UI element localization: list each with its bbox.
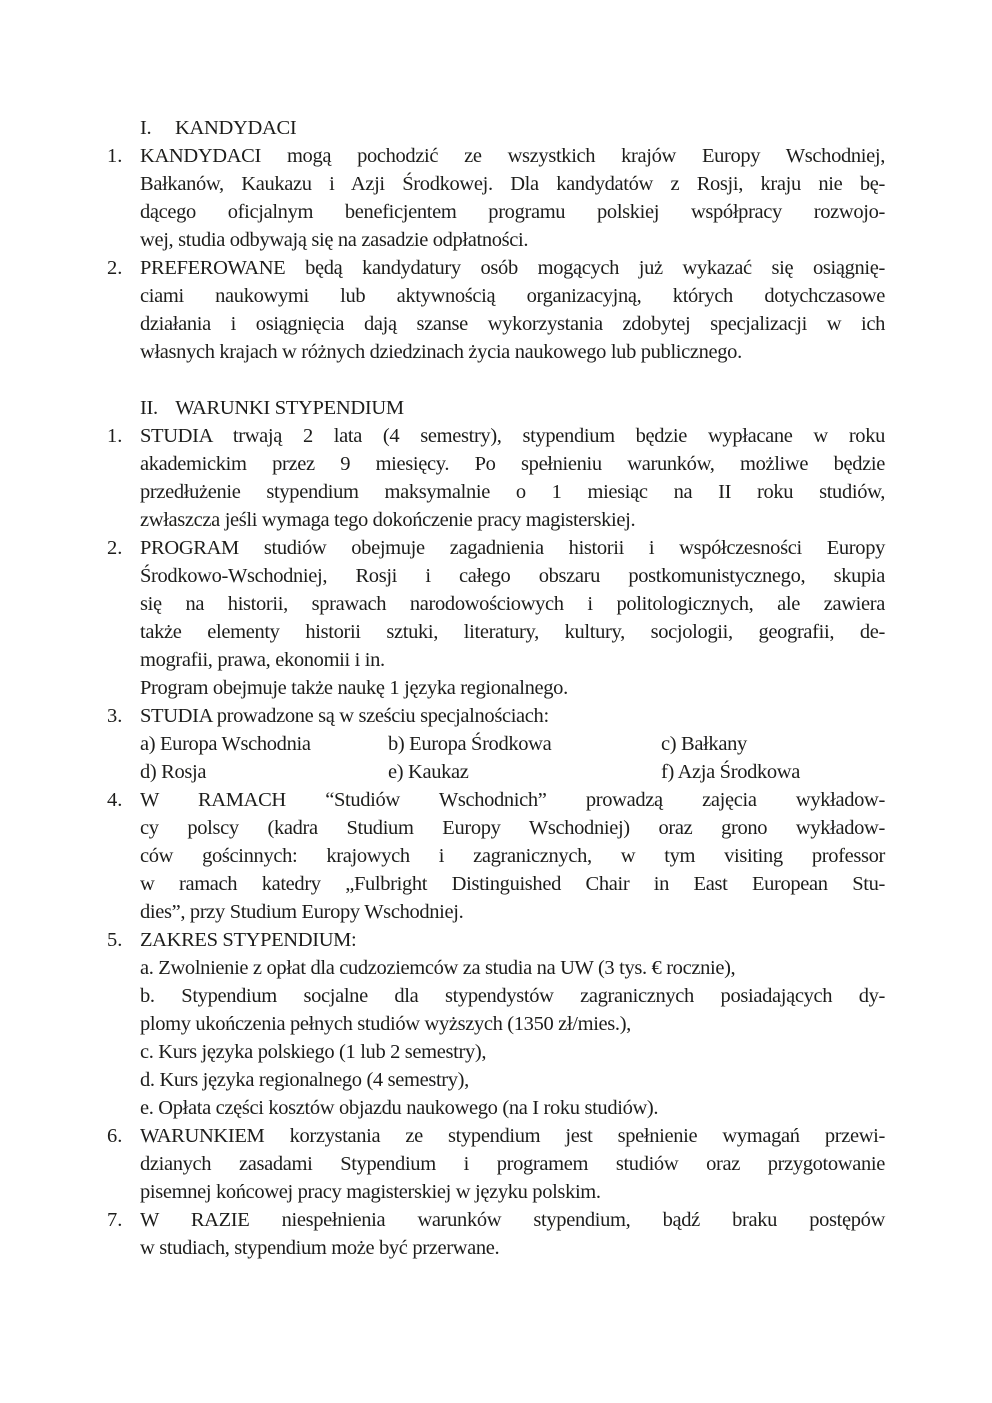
item-number: 5. — [107, 929, 123, 951]
paragraph-line: PROGRAM studiów obejmuje zagadnienia historii i współczesności Europy — [140, 537, 885, 559]
paragraph-line: cy polscy (kadra Studium Europy Wschodniej) oraz grono wykładow- — [140, 817, 885, 839]
paragraph-line: ciami naukowymi lub aktywnością organizacyjną, których dotychczasowe — [140, 285, 885, 307]
scholarship-scope-item: d. Kurs języka regionalnego (4 semestry), — [140, 1069, 469, 1091]
item-number: 1. — [107, 425, 123, 447]
specialization-item: d) Rosja — [140, 761, 207, 783]
paragraph-line: się na historii, sprawach narodowościowych i politologicznych, ale zawiera — [140, 593, 885, 615]
item-number: 2. — [107, 537, 123, 559]
section-heading-candidates — [140, 114, 296, 142]
paragraph-line: w studiach, stypendium może być przerwane. — [140, 1237, 500, 1259]
paragraph-line: STUDIA prowadzone są w sześciu specjalnościach: — [140, 705, 549, 727]
paragraph-line: dącego oficjalnym beneficjentem programu polskiej współpracy rozwojo- — [140, 201, 885, 223]
paragraph-line: przedłużenie stypendium maksymalnie o 1 miesiąc na II roku studiów, — [140, 481, 885, 503]
paragraph-line: dies”, przy Studium Europy Wschodniej. — [140, 901, 464, 923]
scholarship-scope-item: e. Opłata części kosztów objazdu naukowego (na I roku studiów). — [140, 1097, 659, 1119]
paragraph-line: akademickim przez 9 miesięcy. Po spełnieniu warunków, możliwe będzie — [140, 453, 885, 475]
paragraph-line: ców gościnnych: krajowych i zagranicznych, w tym visiting professor — [140, 845, 885, 867]
item-number: 1. — [107, 145, 123, 167]
paragraph-line: pisemnej końcowej pracy magisterskiej w języku polskim. — [140, 1181, 601, 1203]
section-title: WARUNKI STYPENDIUM — [175, 397, 404, 419]
paragraph-line: własnych krajach w różnych dziedzinach życia naukowego lub publicznego. — [140, 341, 742, 363]
paragraph-line: ZAKRES STYPENDIUM: — [140, 929, 357, 951]
paragraph-line: dzianych zasadami Stypendium i programem studiów oraz przygotowanie — [140, 1153, 885, 1175]
item-number: 4. — [107, 789, 123, 811]
paragraph-line: Bałkanów, Kaukazu i Azji Środkowej. Dla kandydatów z Rosji, kraju nie bę- — [140, 173, 885, 195]
item-number: 7. — [107, 1209, 123, 1231]
scholarship-scope-item: c. Kurs języka polskiego (1 lub 2 semestry), — [140, 1041, 487, 1063]
item-number: 2. — [107, 257, 123, 279]
specialization-item: e) Kaukaz — [388, 761, 469, 783]
paragraph-line: zwłaszcza jeśli wymaga tego dokończenie pracy magisterskiej. — [140, 509, 636, 531]
paragraph-line: mografii, prawa, ekonomii i in. — [140, 649, 385, 671]
section-title: KANDYDACI — [175, 117, 297, 139]
paragraph-line: W RAZIE niespełnienia warunków stypendium, bądź braku postępów — [140, 1209, 885, 1231]
specialization-item: c) Bałkany — [661, 733, 747, 755]
specialization-item: b) Europa Środkowa — [388, 733, 552, 755]
paragraph-line: STUDIA trwają 2 lata (4 semestry), stypendium będzie wypłacane w roku — [140, 425, 885, 447]
paragraph-line: WARUNKIEM korzystania ze stypendium jest spełnienie wymagań przewi- — [140, 1125, 885, 1147]
specialization-item: f) Azja Środkowa — [661, 761, 801, 783]
paragraph-line: Program obejmuje także naukę 1 języka regionalnego. — [140, 677, 568, 699]
paragraph-line: wej, studia odbywają się na zasadzie odpłatności. — [140, 229, 529, 251]
scholarship-scope-item: a. Zwolnienie z opłat dla cudzoziemców za studia na UW (3 tys. € rocznie), — [140, 957, 736, 979]
paragraph-line: działania i osiągnięcia dają szanse wykorzystania zdobytej specjalizacji w ich — [140, 313, 885, 335]
scholarship-scope-item: b. Stypendium socjalne dla stypendystów zagranicznych posiadających dy- — [140, 985, 885, 1007]
scholarship-scope-item: plomy ukończenia pełnych studiów wyższych (1350 zł/mies.), — [140, 1013, 631, 1035]
item-number: 6. — [107, 1125, 123, 1147]
paragraph-line: PREFEROWANE będą kandydatury osób mogących już wykazać się osiągnię- — [140, 257, 885, 279]
paragraph-line: także elementy historii sztuki, literatury, kultury, socjologii, geografii, de- — [140, 621, 885, 643]
section-numeral: I. — [140, 117, 152, 139]
specialization-item: a) Europa Wschodnia — [140, 733, 311, 755]
section-numeral: II. — [140, 397, 158, 419]
section-heading-scholarship-conditions — [140, 394, 404, 422]
paragraph-line: w ramach katedry „Fulbright Distinguished Chair in East European Stu- — [140, 873, 885, 895]
paragraph-line: KANDYDACI mogą pochodzić ze wszystkich krajów Europy Wschodniej, — [140, 145, 885, 167]
paragraph-line: Środkowo-Wschodniej, Rosji i całego obszaru postkomunistycznego, skupia — [140, 565, 885, 587]
paragraph-line: W RAMACH “Studiów Wschodnich” prowadzą zajęcia wykładow- — [140, 789, 885, 811]
item-number: 3. — [107, 705, 123, 727]
